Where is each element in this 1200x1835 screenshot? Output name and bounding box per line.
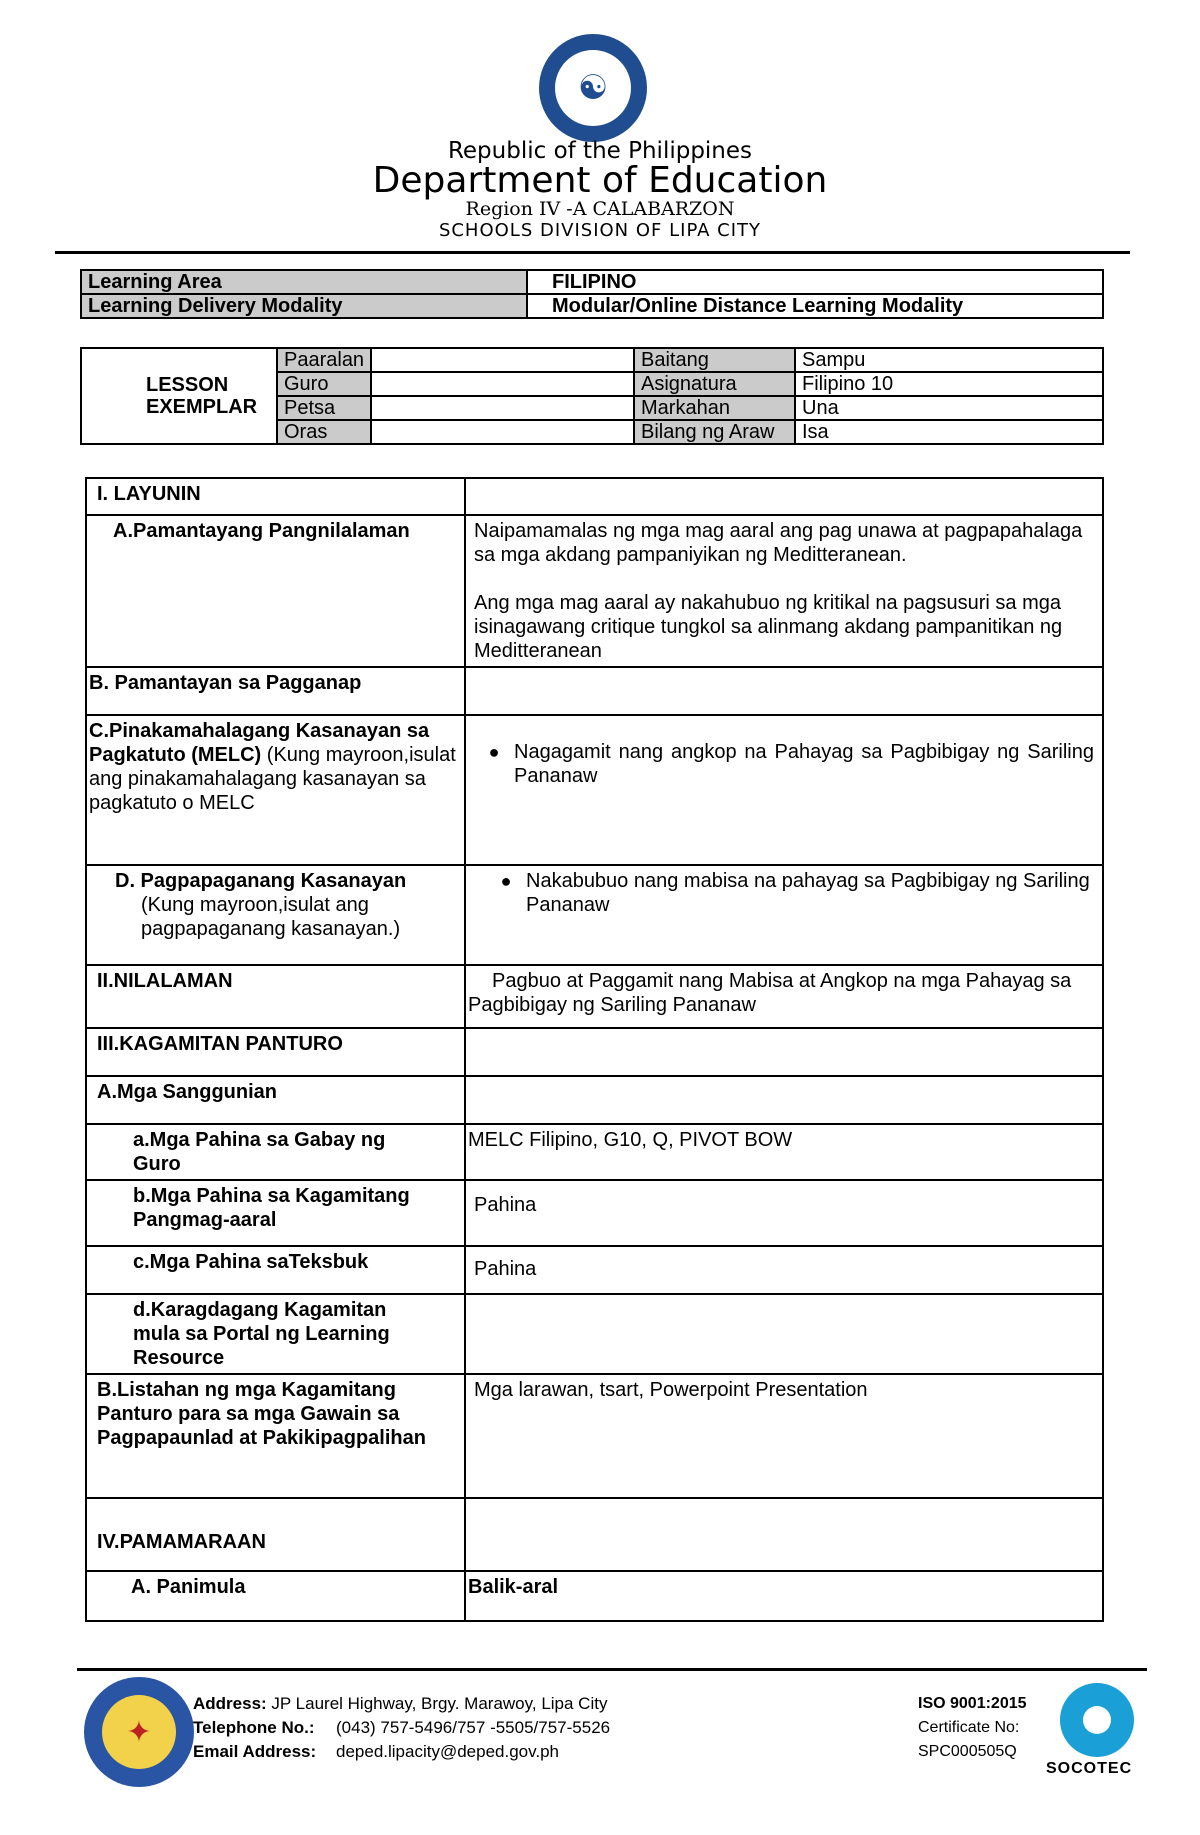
lesson-exemplar-table [80,347,1104,445]
layunin-heading: I. LAYUNIN [86,478,465,515]
lesson-label-oras: Oras [277,420,371,444]
modality-label: Learning Delivery Modality [81,294,527,318]
pagpapaganang-label: D. Pagpapaganang Kasanayan [115,870,407,892]
pangnilalaman-text: Naipamamalas ng mga mag aaral ang pag unawa at pagpapahalaga sa mga akdang pampaniyikan ng Meditteranean. [474,520,1083,566]
lesson-value-markahan: Una [795,396,1103,420]
department-title: Department of Education [372,160,828,201]
lesson-plan-table [85,477,1104,1622]
pagganap-label: B. Pamantayan sa Pagganap [86,667,465,715]
kagamitang-label: b.Mga Pahina sa Kagamitang Pangmag-aaral [86,1180,465,1246]
division-logo-icon: ✦ [102,1695,176,1769]
melc-note: (Kung mayroon,isulat ang pinakamahalagang kasanayan sa pagkatuto o MELC [89,744,456,814]
lesson-label-markahan: Markahan [634,396,795,420]
lesson-value-bilang: Isa [795,420,1103,444]
listahan-text: Mga larawan, tsart, Powerpoint Presentation [465,1374,1103,1498]
modality-value: Modular/Online Distance Learning Modality [527,294,1103,318]
panimula-label: A. Panimula [86,1571,465,1621]
gabay-label: a.Mga Pahina sa Gabay ng Guro [86,1124,465,1180]
pagpapaganang-text: Nakabubuo nang mabisa na pahayag sa Pagbibigay ng Sariling Pananaw [526,870,1090,916]
iso-certification [918,1692,1027,1764]
header-divider [55,251,1130,254]
certificate-label: Certificate No: [918,1719,1020,1736]
lesson-label-baitang: Baitang [634,348,795,372]
deped-seal-icon: ☯ [555,50,631,126]
pangnilalaman-label: A.Pamantayang Pangnilalaman [86,515,465,667]
learning-area-table [80,269,1104,319]
socotec-logo-icon [1060,1683,1134,1757]
pamamaraan-label: IV.PAMAMARAAN [86,1498,465,1571]
nilalaman-label: II.NILALAMAN [86,965,465,1028]
republic-text: Republic of the Philippines [447,138,753,164]
lesson-value-guro [371,372,634,396]
pagpapaganang-note: (Kung mayroon,isulat ang pagpapaganang kasanayan.) [141,894,401,940]
email-value: deped.lipacity@deped.gov.ph [336,1742,559,1761]
pagpapaganang-cell [465,865,1103,965]
deped-seal [539,34,647,142]
lesson-value-baitang: Sampu [795,348,1103,372]
melc-label-cell [86,715,465,865]
footer-divider [77,1668,1147,1671]
nilalaman-text: Pagbuo at Paggamit nang Mabisa at Angkop na mga Pahayag sa Pagbibigay ng Sariling Pananaw [465,965,1103,1028]
melc-text: Nagagamit nang angkop na Pahayag sa Pagbibigay ng Sariling Pananaw [514,741,1094,787]
lesson-value-petsa [371,396,634,420]
lesson-label-paaralan: Paaralan [277,348,371,372]
kagamitan-label: III.KAGAMITAN PANTURO [86,1028,465,1076]
sanggunian-label: A.Mga Sanggunian [86,1076,465,1124]
region-text: Region IV -A CALABARZON [465,198,735,220]
learning-area-value: FILIPINO [527,270,1103,294]
lesson-value-asignatura: Filipino 10 [795,372,1103,396]
pangnilalaman-cell [465,515,1103,667]
pagpapaganang-label-cell [86,865,465,965]
pangnilalaman-text-2: Ang mga mag aaral ay nakahubuo ng kritikal na pagsusuri sa mga isinagawang critique tungkol sa alinmang akdang pampanitikan ng Meditteranean [474,592,1063,662]
panimula-text: Balik-aral [465,1571,1103,1621]
teksbuk-label: c.Mga Pahina saTeksbuk [86,1246,465,1294]
lesson-title-line2: EXEMPLAR [146,396,258,418]
lesson-label-asignatura: Asignatura [634,372,795,396]
gabay-text: MELC Filipino, G10, Q, PIVOT BOW [465,1124,1103,1180]
learning-area-label: Learning Area [81,270,527,294]
email-label: Email Address: [193,1742,317,1761]
address-value: JP Laurel Highway, Brgy. Marawoy, Lipa City [271,1694,608,1713]
address-label: Address: [193,1694,267,1713]
melc-cell [465,715,1103,865]
bullet-icon: ● [488,742,500,762]
bullet-icon: ● [500,871,512,891]
socotec-logo-text: SOCOTEC [1046,1760,1133,1777]
certificate-number: SPC000505Q [918,1743,1017,1760]
kagamitang-text: Pahina [465,1180,1103,1246]
iso-standard: ISO 9001:2015 [918,1695,1027,1712]
portal-label: d.Karagdagang Kagamitan mula sa Portal ng Learning Resource [86,1294,465,1374]
lesson-title-line1: LESSON [146,374,229,396]
lesson-value-paaralan [371,348,634,372]
lesson-label-bilang: Bilang ng Araw [634,420,795,444]
lesson-exemplar-title [81,348,277,444]
listahan-label: B.Listahan ng mga Kagamitang Panturo para sa mga Gawain sa Pagpapaunlad at Pakikipagpalihan [86,1374,465,1498]
division-text: SCHOOLS DIVISION OF LIPA CITY [438,220,762,241]
division-logo [84,1677,194,1787]
telephone-value: (043) 757-5496/757 -5505/757-5526 [336,1718,611,1737]
lesson-value-oras [371,420,634,444]
lesson-label-guro: Guro [277,372,371,396]
telephone-label: Telephone No.: [193,1718,315,1737]
teksbuk-text: Pahina [465,1246,1103,1294]
melc-label: C.Pinakamahalagang Kasanayan sa Pagkatuto (MELC) [89,720,430,766]
footer-contact [193,1692,610,1764]
lesson-label-petsa: Petsa [277,396,371,420]
